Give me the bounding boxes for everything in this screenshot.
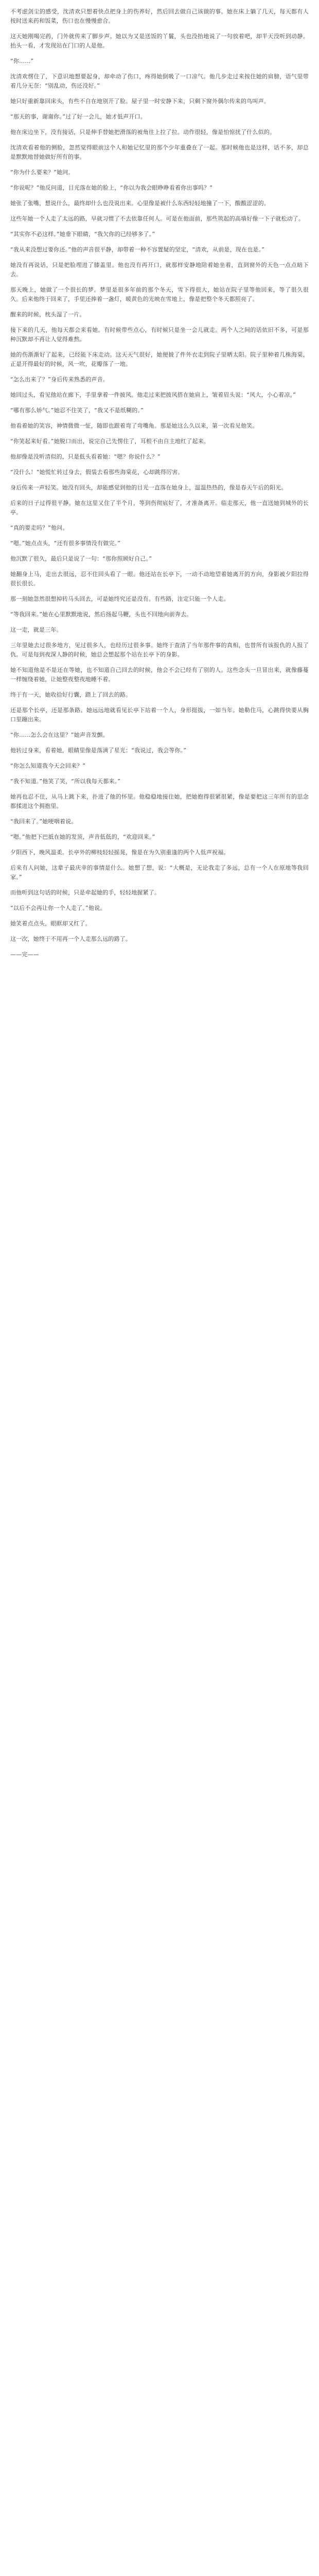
paragraph-50: “以后不会再让你一个人走了。”他说。	[10, 905, 106, 911]
paragraph-45: “我回来了。”她哽咽着说。	[10, 818, 77, 825]
paragraph-12: 这些年她一个人走了太远的路，早就习惯了不去依靠任何人。可是在他面前，那些筑起的高墙好像一下子就松动了。	[10, 215, 305, 222]
paragraph-48: 后来有人问她，这辈子最庆幸的事情是什么。她想了想，说：“大概是，无论我走了多远，总有一个人在原地等我回家。”	[10, 865, 309, 880]
paragraph-53: ——完——	[10, 951, 39, 958]
paragraph-7: 他在床边坐下，没有接话，只是伸手替她把滑落的被角往上拉了拉。动作很轻，像是怕惊扰了什么似的。	[10, 129, 276, 135]
paragraph-20: “怎么出来了？”身后传来熟悉的声音。	[10, 376, 109, 383]
paragraph-33: 那一刻她忽然很想掉转马头回去，可是她终究还是没有。有些路，注定只能一个人走。	[10, 596, 229, 602]
paragraph-28: 后来的日子过得很平静。她在这里又住了半个月，等到伤彻底好了，才准备离开。临走那天，他一直送她到城外的长亭。	[10, 500, 309, 516]
paragraph-2: 这天她刚喝完药，门外就传来了脚步声。她以为又是送饭的丫鬟，头也没抬地说了一句放着吧，却半天没听到动静。抬头一看，才发现站在门口的人是他。	[10, 33, 309, 49]
paragraph-6: “那天的事，谢谢你。”过了好一会儿，她才低声开口。	[10, 113, 146, 120]
paragraph-23: 他看着她的笑容，神情微微一怔，随即也跟着弯了弯嘴角。那是她这么久以来，第一次看见他笑。	[10, 422, 258, 429]
paragraph-11: 她张了张嘴，想说什么，最终却什么也没说出来。心里像是被什么东西轻轻地撞了一下，酸酸涩涩的。	[10, 200, 270, 207]
paragraph-3: “你……”	[10, 58, 34, 64]
paragraph-4: 沈清欢愣住了，下意识地想要起身，却牵动了伤口，疼得她倒吸了一口凉气。他几步走过来按住她的肩膀，语气里带着几分无奈：“别乱动，伤还没好。”	[10, 73, 309, 89]
paragraph-27: 身后传来一声轻笑。她没有回头，却能感觉到他的目光一直落在她身上，温温热热的，像是春天午后的阳光。	[10, 484, 287, 491]
paragraph-44: 她再也忍不住，从马上跳下来，扑进了他的怀里。他稳稳地接住她，把她抱得很紧很紧，像是要把这三年所有的思念都揉进这个拥抱里。	[10, 793, 309, 809]
paragraph-10: “你说呢？”他反问道，目光落在她的脸上，“你以为我会眼睁睁看着你出事吗？”	[10, 184, 213, 191]
paragraph-18: 接下来的几天，他每天都会来看她。有时候带些点心，有时候只是坐一会儿就走。两个人之间的话依旧不多，可是那种沉默却不再让人觉得难熬。	[10, 327, 309, 343]
paragraph-40: “你……怎么会在这里？”她声音发颤。	[10, 732, 109, 738]
paragraph-34: “等我回来。”她在心里默默地说，然后扬起马鞭，头也不回地向前奔去。	[10, 611, 192, 618]
paragraph-46: “嗯。”他把下巴抵在她的发顶，声音低低的，“欢迎回来。”	[10, 834, 155, 840]
paragraph-35: 这一走，就是三年。	[10, 626, 62, 633]
paragraph-52: 这一次，她终于不用再一个人走那么远的路了。	[10, 936, 132, 942]
paragraph-49: 而他听到这句话的时候，只是牵起她的手，轻轻地握紧了。	[10, 889, 161, 896]
paragraph-47: 夕阳西下，晚风温柔。长亭外的柳枝轻轻摇晃，像是在为久别重逢的两个人低声祝福。	[10, 849, 229, 856]
paragraph-5: 她只好重新靠回床头，有些不自在地别开了脸。屋子里一时安静下来，只剩下窗外偶尔传来的鸟叫声。	[10, 98, 270, 105]
paragraph-16: 那天晚上，她做了一个很长的梦。梦里是很多年前的那个冬天，雪下得很大，她站在院子里等他回来，等了很久很久。后来他终于回来了，手里还捧着一盏灯，暖黄色的光映在雪地上，像是把整个冬天都照亮了。	[10, 286, 309, 302]
paragraph-13: “其实你不必这样。”她垂下眼睛，“我欠你的已经够多了。”	[10, 231, 155, 238]
paragraph-21: 她回过头，看见他站在廊下，手里拿着一件披风。他走过来把披风搭在她肩上，皱着眉头说：“风大，小心着凉。”	[10, 392, 296, 398]
paragraph-39: 还是那个长亭，还是那条路。她远远地就看见长亭下站着一个人，身形挺拔，一如当年。她勒住马，心跳得快要从胸口里蹦出来。	[10, 707, 309, 723]
paragraph-14: “我从来没想过要你还。”他的声音很平静，却带着一种不容置疑的坚定，“清欢，从前是，现在也是。”	[10, 246, 265, 253]
paragraph-36: 三年里她去过很多地方，见过很多人，也经历过很多事。她终于查清了当年那件事的真相，也替所有该报仇的人报了仇。可是每到夜深人静的时候，她总会想起那个站在长亭下的身影。	[10, 642, 309, 658]
paragraph-51: 她笑着点点头，眼眶却又红了。	[10, 920, 91, 927]
paragraph-38: 终于有一天，她收拾好行囊，踏上了回去的路。	[10, 691, 132, 698]
paragraph-24: “你笑起来好看。”她脱口而出，说完自己先愣住了，耳根不由自主地红了起来。	[10, 438, 210, 445]
paragraph-15: 她没有再说话，只是把脸埋进了膝盖里。他也没有再开口，就那样安静地陪着她坐着，直到窗外的天色一点点暗下去。	[10, 262, 309, 278]
paragraph-42: “你怎么知道我今天会回来？”	[10, 762, 86, 769]
paragraph-32: 她翻身上马，走出去很远，忍不住回头看了一眼。他还站在长亭下，一动不动地望着她离开的方向，身影被夕阳拉得很长很长。	[10, 571, 309, 587]
paragraph-31: 他沉默了很久，最后只是说了一句：“那你照顾好自己。”	[10, 555, 152, 562]
paragraph-41: 他转过身来，看着她，眼睛里像是落满了星光：“我说过，我会等你。”	[10, 747, 187, 754]
paragraph-19: 她的伤渐渐好了起来，已经能下床走动。这天天气很好，她便披了件外衣走到院子里晒太阳。院子里种着几株海棠，正是开得最好的时候，风一吹，花瓣落了一地。	[10, 351, 309, 367]
paragraph-30: “嗯。”她点点头，“还有很多事情没有做完。”	[10, 540, 121, 547]
paragraph-9: “你为什么要来？”她问。	[10, 169, 74, 176]
paragraph-37: 她不知道他是不是还在等她，也不知道自己回去的时候，他会不会已经有了别的人。这些念头一旦冒出来，就像藤蔓一样缠绕着她，让她整夜整夜地睡不着。	[10, 667, 309, 683]
paragraph-1: 不考虑剑尘的感受，沈清欢只想着快点把身上的伤养好，然后回去做自己该做的事。她在床上躺了几天，每天都有人按时送来药和饭菜，伤口也在慢慢愈合。	[10, 8, 309, 24]
paragraph-17: 醒来的时候，枕头湿了一片。	[10, 311, 85, 318]
paragraph-29: “真的要走吗？”他问。	[10, 524, 68, 531]
paragraph-26: “没什么！”她慌忙转过身去，假装去看那些海棠花，心却跳得厉害。	[10, 469, 184, 476]
paragraph-43: “我不知道。”他笑了笑，“所以我每天都来。”	[10, 778, 121, 785]
paragraph-25: 他却像是没听清似的，只是低头看着她：“嗯？你说什么？”	[10, 453, 161, 460]
paragraph-22: “哪有那么娇气。”她忍不住笑了，“我又不是纸糊的。”	[10, 407, 144, 414]
paragraph-8: 沈清欢看着他的侧脸，忽然觉得眼前这个人和她记忆里的那个少年重叠在了一起。那时候他也是这样，话不多，却总是默默地替她做好所有的事。	[10, 144, 309, 160]
